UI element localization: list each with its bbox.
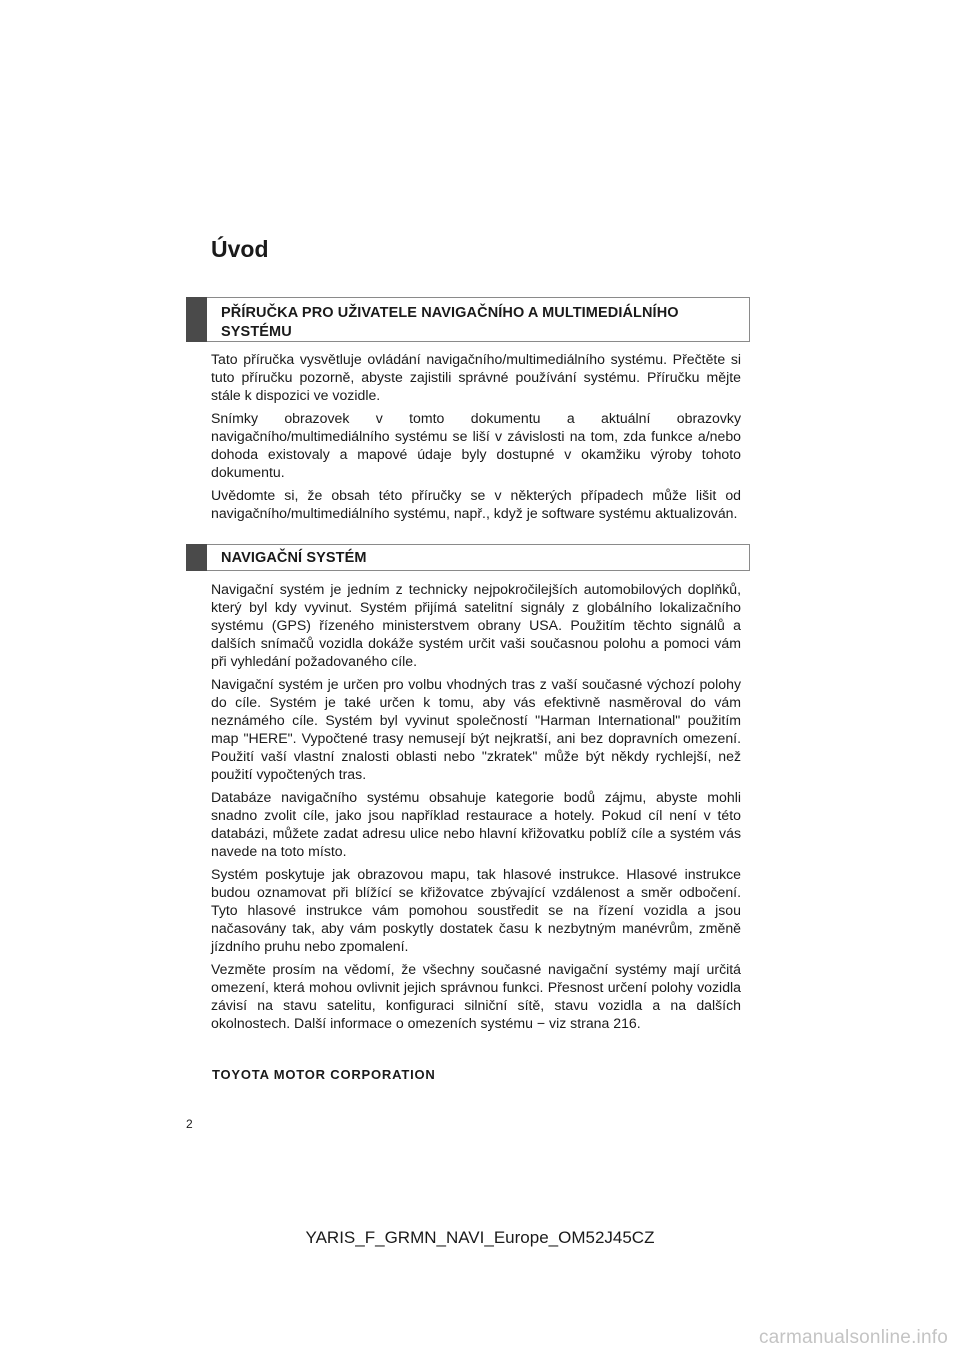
paragraph: Snímky obrazovek v tomto dokumentu a aktuální obrazovky navigačního/multimediálního systému se liší v závislosti na tom, zda funkce a/nebo dohoda existovaly a mapové údaje byly dostupné v okamžiku výroby tohoto dokumentu. — [211, 410, 741, 480]
section-body-manual — [211, 350, 741, 527]
section-body-navigation — [211, 580, 741, 1037]
watermark: carmanualsonline.info — [758, 1327, 948, 1348]
page-number: 2 — [186, 1117, 193, 1131]
paragraph: Navigační systém je jedním z technicky nejpokročilejších automobilových doplňků, který byl kdy vyvinut. Systém přijímá satelitní signály z globálního lokalizačního systému (GPS) řízeného ministerstvem obrany USA. Použitím těchto signálů a dalších snímačů vozidla dokáže systém určit vaši současnou polohu a pomoci vám při vyhledání požadovaného cíle. — [211, 581, 741, 669]
section-header-bar — [186, 544, 207, 571]
document-code: YARIS_F_GRMN_NAVI_Europe_OM52J45CZ — [305, 1228, 655, 1247]
section-heading: NAVIGAČNÍ SYSTÉM — [221, 550, 367, 566]
paragraph: Databáze navigačního systému obsahuje kategorie bodů zájmu, abyste mohli snadno zvolit cíle, jako jsou například restaurace a hotely. Pokud cíl není v této databázi, můžete zadat adresu ulice nebo hlavní křižovatku poblíž cíle a systém vás navede na toto místo. — [211, 789, 741, 859]
paragraph: Tato příručka vysvětluje ovládání navigačního/multimediálního systému. Přečtěte si tuto příručku pozorně, abyste zajistili správné používání systému. Příručku mějte stále k dispozici ve vozidle. — [211, 351, 741, 403]
paragraph: Navigační systém je určen pro volbu vhodných tras z vaší současné výchozí polohy do cíle. Systém je také určen k tomu, aby vás efektivně nasměroval do vám neznámého cíle. Systém byl vyvinut společností "Harman International" použitím map "HERE". Vypočtené trasy nemusejí být nejkratší, ani bez dopravních omezení. Použití vaší vlastní znalosti oblasti nebo "zkratek" může být někdy rychlejší, než použití vypočtených tras. — [211, 676, 741, 782]
section-header-manual — [186, 297, 750, 342]
section-header-bar — [186, 297, 207, 342]
paragraph: Systém poskytuje jak obrazovou mapu, tak hlasové instrukce. Hlasové instrukce budou oznamovat při blížící se křižovatce zbývající vzdálenost a směr odbočení. Tyto hlasové instrukce vám pomohou soustředit se na řízení vozidla a jsou načasovány tak, aby vám poskytly dostatek času k nezbytným manévrům, změně jízdního pruhu nebo zpomalení. — [211, 866, 741, 954]
page-title: Úvod — [211, 236, 269, 262]
section-header-navigation — [186, 544, 750, 571]
paragraph: Vezměte prosím na vědomí, že všechny současné navigační systémy mají určitá omezení, která mohou ovlivnit jejich správnou funkci. Přesnost určení polohy vozidla závisí na stavu satelitu, konfiguraci silniční sítě, stavu vozidla a na dalších okolnostech. Další informace o omezeních systému − viz strana 216. — [211, 961, 741, 1031]
paragraph: Uvědomte si, že obsah této příručky se v některých případech může lišit od navigačního/multimediálního systému, např., když je software systému aktualizován. — [211, 487, 741, 521]
section-heading: PŘÍRUČKA PRO UŽIVATELE NAVIGAČNÍHO A MULTIMEDIÁLNÍHO SYSTÉMU — [221, 305, 679, 340]
corporation-name: TOYOTA MOTOR CORPORATION — [212, 1067, 436, 1082]
